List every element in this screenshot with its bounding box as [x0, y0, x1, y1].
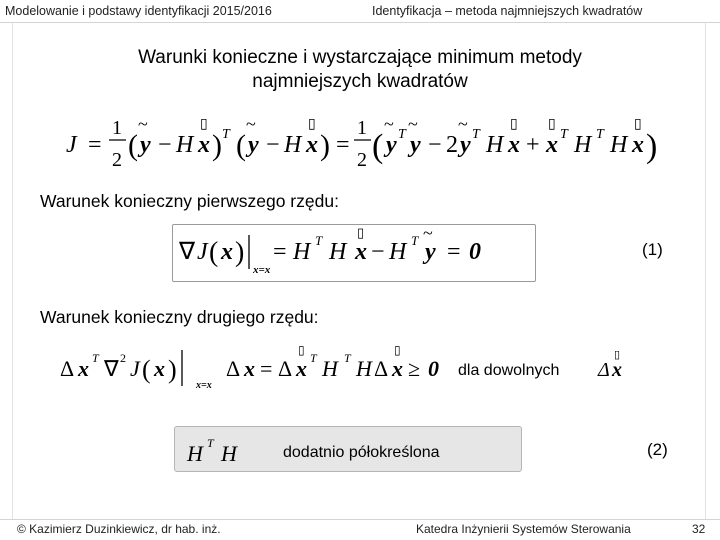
header-rule	[0, 22, 720, 23]
svg-text:x: x	[508, 132, 520, 158]
svg-text:−: −	[158, 132, 172, 158]
svg-text:T: T	[560, 127, 568, 142]
svg-text:H: H	[610, 132, 628, 158]
svg-text:y: y	[248, 132, 259, 158]
positive-semidefinite-label: dodatnio półokreślona	[283, 444, 440, 461]
delta-x-symbol	[596, 350, 632, 382]
svg-text:~: ~	[458, 114, 468, 134]
svg-text:=: =	[273, 239, 287, 265]
slide-title-line-1: Warunki konieczne i wystarczające minimum metody	[138, 47, 582, 68]
svg-text:y: y	[140, 132, 151, 158]
header-course-title: Modelowanie i podstawy identyfikacji 2015/2016	[5, 4, 272, 18]
svg-text:1: 1	[112, 117, 122, 139]
svg-text:▯: ▯	[548, 117, 556, 132]
svg-text:−: −	[266, 132, 280, 158]
equation-number-2: (2)	[647, 440, 668, 459]
svg-text:x: x	[154, 356, 165, 381]
svg-text:H: H	[389, 239, 407, 265]
svg-text:≥: ≥	[408, 356, 421, 381]
svg-text:T: T	[207, 436, 214, 450]
second-order-heading: Warunek konieczny drugiego rzędu:	[40, 307, 319, 327]
svg-text:H: H	[221, 441, 237, 466]
svg-text:~: ~	[408, 114, 418, 134]
svg-text:▯: ▯	[308, 117, 316, 132]
svg-text:T: T	[398, 127, 406, 142]
svg-text:Δ: Δ	[374, 356, 389, 381]
for-any-label: dla dowolnych	[458, 362, 560, 379]
svg-text:): )	[212, 129, 222, 162]
frame-left-line	[12, 23, 13, 520]
svg-text:=: =	[260, 356, 273, 381]
svg-text:∇: ∇	[179, 239, 196, 265]
svg-text:2: 2	[357, 149, 367, 171]
first-order-heading: Warunek konieczny pierwszego rzędu:	[40, 191, 339, 211]
cost-function-equation	[60, 108, 670, 176]
slide-title	[0, 46, 720, 94]
svg-text:2: 2	[112, 149, 122, 171]
svg-text:T: T	[315, 233, 323, 248]
svg-text:T: T	[472, 127, 480, 142]
svg-text:▯: ▯	[510, 117, 518, 132]
svg-text:H: H	[176, 132, 194, 158]
svg-text:~: ~	[138, 114, 148, 134]
svg-text:H: H	[322, 356, 338, 381]
svg-text:H: H	[284, 132, 302, 158]
svg-text:(: (	[372, 128, 384, 165]
svg-text:Δ: Δ	[60, 356, 75, 381]
svg-text:x: x	[296, 356, 307, 381]
svg-text:J: J	[197, 239, 208, 265]
svg-text:): )	[168, 355, 177, 384]
hth-matrix	[185, 431, 255, 469]
svg-text:x: x	[221, 239, 233, 265]
svg-text:J: J	[130, 356, 140, 381]
svg-text:x=x: x=x	[196, 380, 212, 391]
svg-text:x: x	[632, 132, 644, 158]
svg-text:y: y	[410, 132, 421, 158]
svg-text:~: ~	[423, 225, 433, 243]
hessian-equation	[56, 340, 456, 396]
svg-text:▯: ▯	[394, 343, 401, 357]
svg-text:y: y	[460, 132, 471, 158]
svg-text:~: ~	[384, 114, 394, 134]
svg-text:▯: ▯	[200, 117, 208, 132]
svg-text:x: x	[355, 239, 367, 265]
first-order-condition-box	[172, 224, 536, 282]
svg-text:T: T	[596, 127, 604, 142]
svg-text:J: J	[66, 132, 77, 158]
svg-text:=: =	[447, 239, 461, 265]
svg-text:▯: ▯	[614, 350, 621, 361]
positive-semidefinite-box	[174, 426, 522, 472]
footer-author: © Kazimierz Duzinkiewicz, dr hab. inż.	[17, 522, 221, 536]
svg-text:H: H	[574, 132, 592, 158]
svg-text:y: y	[425, 239, 436, 265]
svg-text:1: 1	[357, 117, 367, 139]
svg-text:x: x	[306, 132, 318, 158]
svg-text:Δ: Δ	[226, 356, 241, 381]
svg-text:(: (	[209, 237, 219, 268]
svg-text:(: (	[236, 129, 246, 162]
slide-title-line-2: najmniejszych kwadratów	[252, 71, 468, 92]
svg-text:x=x: x=x	[253, 264, 271, 276]
svg-text:0: 0	[469, 239, 481, 265]
svg-text:H: H	[486, 132, 504, 158]
svg-text:H: H	[293, 239, 311, 265]
svg-text:(: (	[142, 355, 151, 384]
equation-number-1: (1)	[642, 240, 663, 259]
svg-text:T: T	[344, 351, 351, 365]
svg-text:): )	[646, 128, 658, 165]
header-topic-title: Identyfikacja – metoda najmniejszych kwadratów	[372, 4, 643, 18]
svg-text:): )	[320, 129, 330, 162]
svg-text:H: H	[329, 239, 347, 265]
svg-text:T: T	[310, 351, 317, 365]
svg-text:∇: ∇	[104, 356, 119, 381]
svg-text:H: H	[187, 441, 203, 466]
svg-text:x: x	[198, 132, 210, 158]
svg-text:+: +	[526, 132, 540, 158]
footer-rule	[0, 519, 720, 520]
svg-text:Δ: Δ	[278, 356, 293, 381]
svg-text:0: 0	[428, 356, 439, 381]
gradient-equation	[173, 225, 535, 281]
svg-text:H: H	[356, 356, 372, 381]
footer-department: Katedra Inżynierii Systemów Sterowania	[416, 522, 631, 536]
svg-text:−: −	[428, 132, 442, 158]
svg-text:▯: ▯	[634, 117, 642, 132]
svg-text:2: 2	[446, 132, 458, 158]
svg-text:Δ: Δ	[598, 359, 610, 381]
svg-text:x: x	[78, 356, 89, 381]
svg-text:~: ~	[246, 114, 256, 134]
svg-text:T: T	[411, 233, 419, 248]
svg-text:T: T	[222, 127, 230, 142]
svg-text:−: −	[371, 239, 385, 265]
svg-text:▯: ▯	[298, 343, 305, 357]
svg-text:(: (	[128, 129, 138, 162]
svg-text:): )	[235, 237, 245, 268]
svg-text:y: y	[386, 132, 397, 158]
svg-text:2: 2	[120, 351, 126, 365]
svg-text:x: x	[546, 132, 558, 158]
svg-text:T: T	[92, 351, 99, 365]
svg-text:x: x	[612, 359, 622, 381]
svg-text:x: x	[244, 356, 255, 381]
frame-right-line	[705, 23, 706, 520]
svg-text:▯: ▯	[357, 225, 365, 240]
svg-text:=: =	[336, 132, 350, 158]
page-number: 32	[692, 522, 706, 536]
svg-text:x: x	[392, 356, 403, 381]
svg-text:=: =	[88, 132, 102, 158]
